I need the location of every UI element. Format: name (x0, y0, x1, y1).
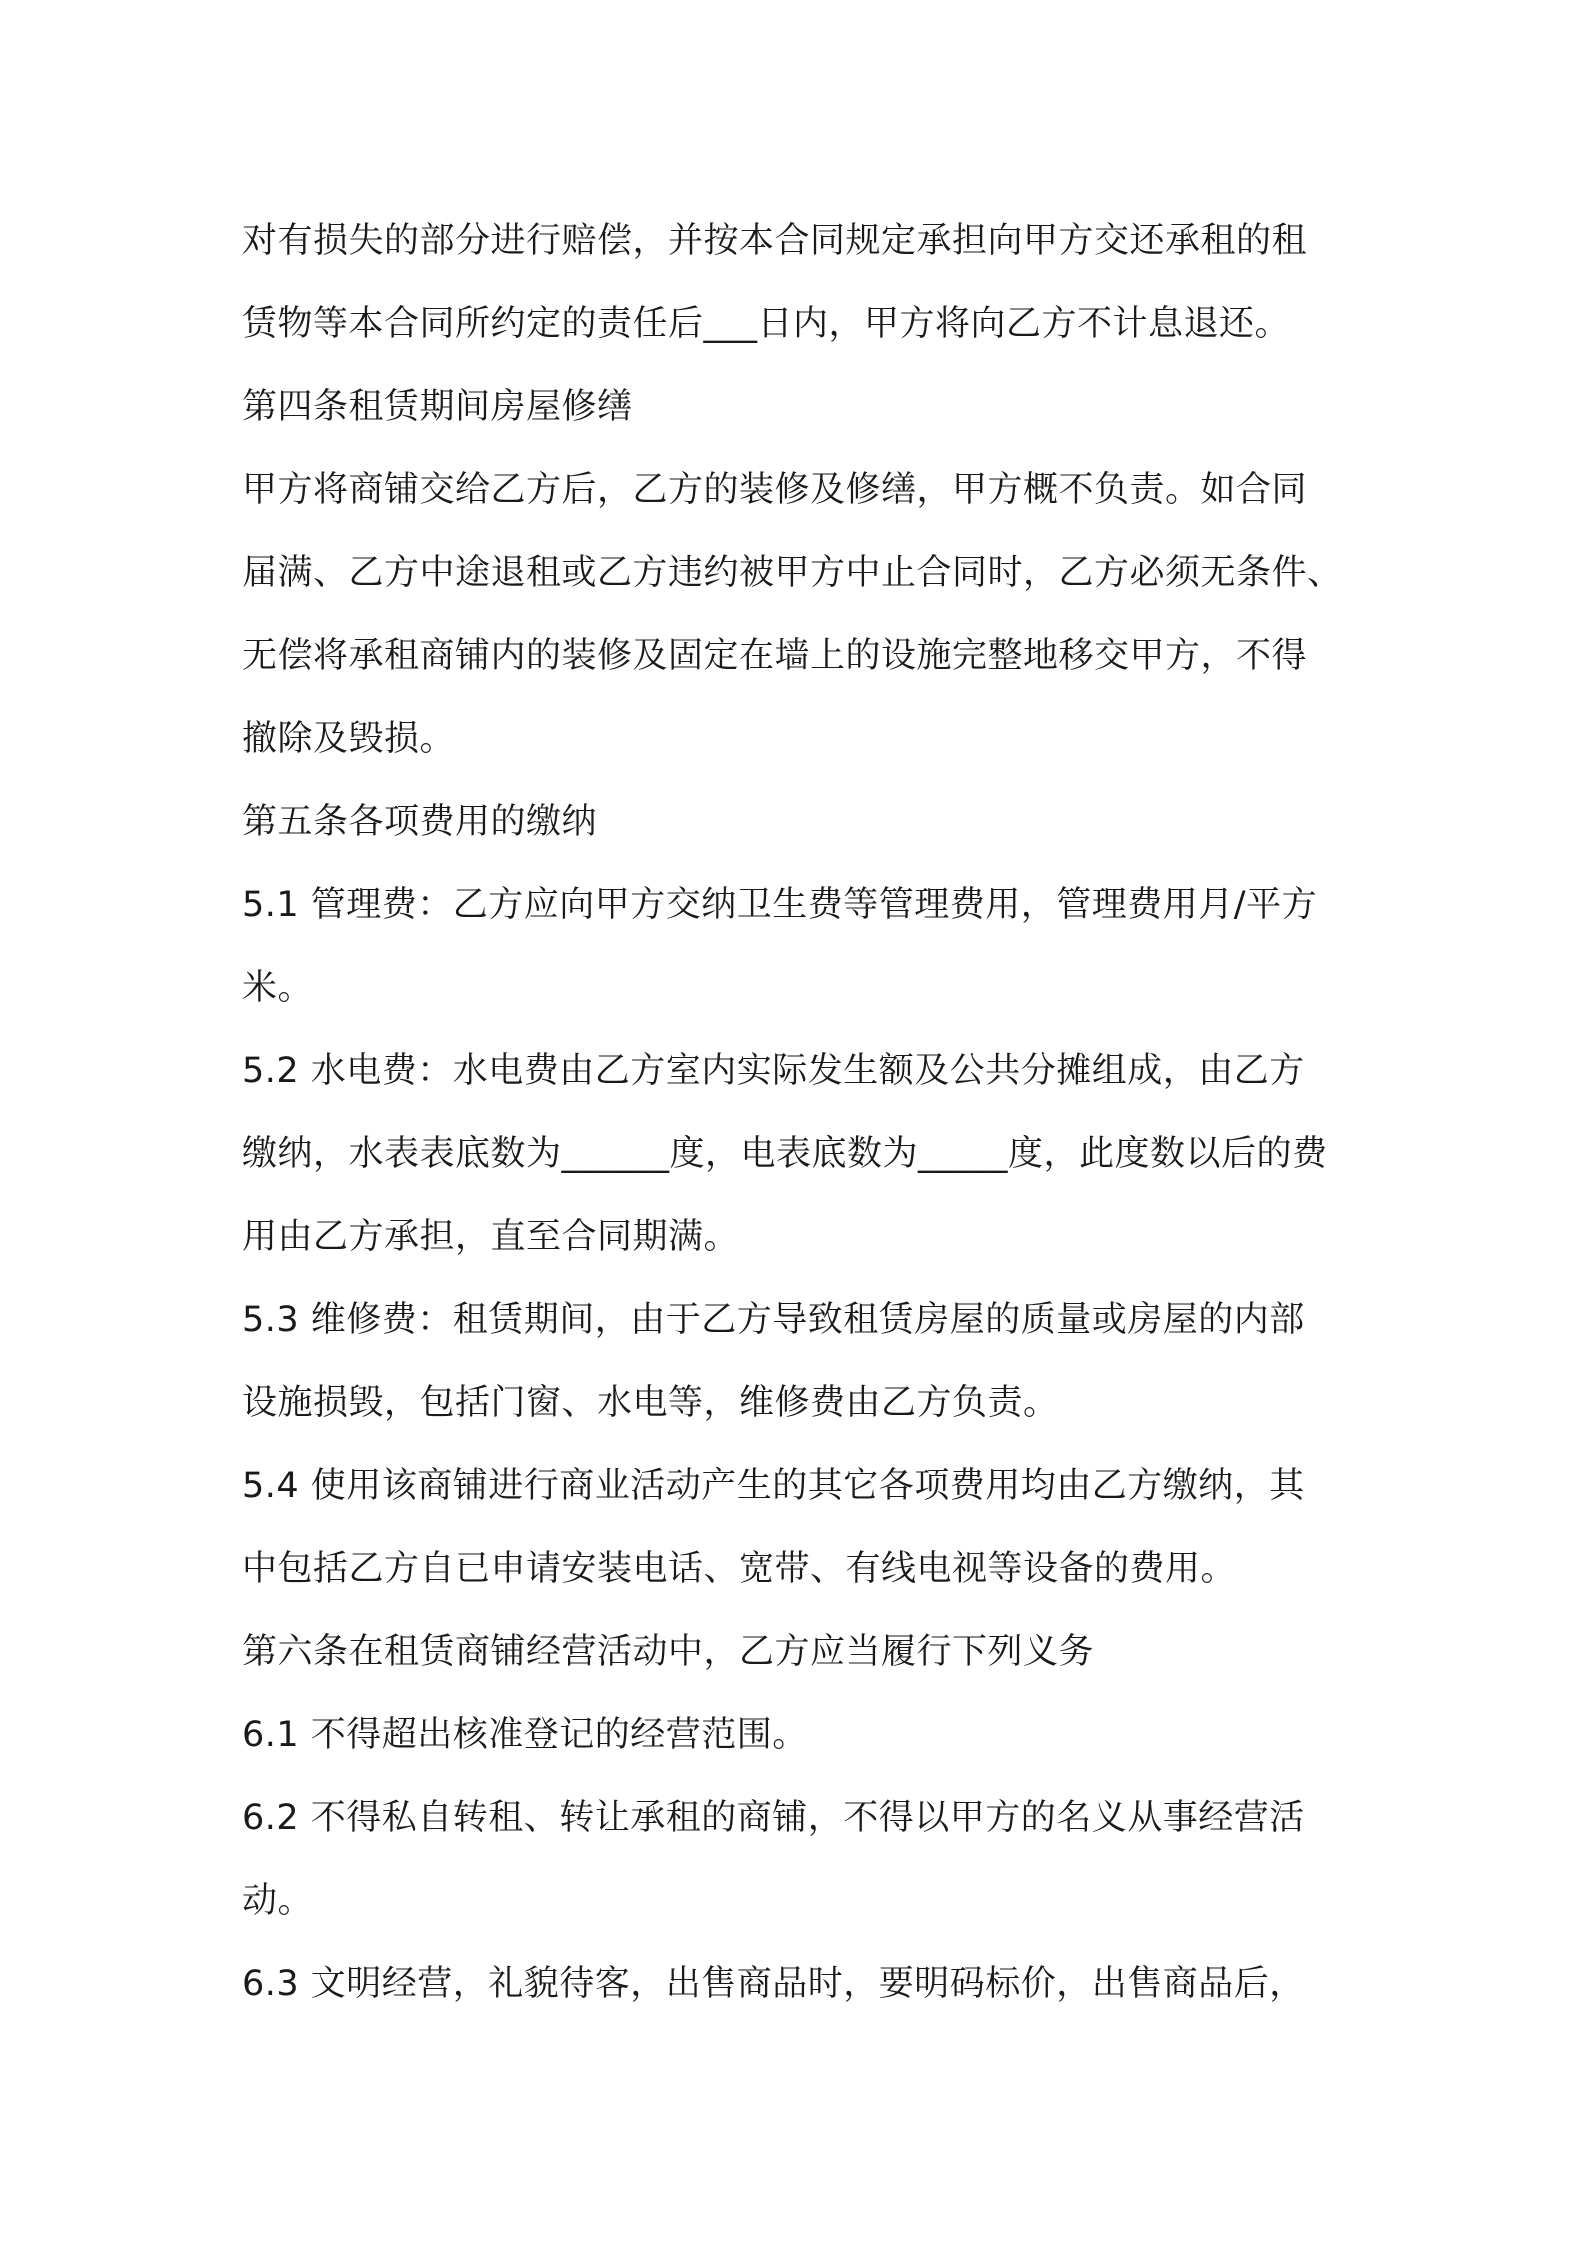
text-line: 甲方将商铺交给乙方后，乙方的装修及修缮，甲方概不负责。如合同 (242, 470, 1308, 510)
text-line: 米。 (242, 968, 314, 1008)
text-line: 5.1 管理费：乙方应向甲方交纳卫生费等管理费用，管理费用月/平方 (242, 885, 1318, 925)
text-line: 5.2 水电费：水电费由乙方室内实际发生额及公共分摊组成，由乙方 (242, 1051, 1305, 1091)
section-heading: 第四条租赁期间房屋修缮 (242, 387, 633, 427)
document-body (242, 200, 1362, 2026)
text-line: 赁物等本合同所约定的责任后___日内，甲方将向乙方不计息退还。 (242, 304, 1291, 344)
text-line: 5.4 使用该商铺进行商业活动产生的其它各项费用均由乙方缴纳，其 (242, 1466, 1305, 1506)
text-line: 动。 (242, 1881, 314, 1921)
text-line: 届满、乙方中途退租或乙方违约被甲方中止合同时，乙方必须无条件、 (242, 553, 1343, 593)
section-heading: 第六条在租赁商铺经营活动中，乙方应当履行下列义务 (242, 1632, 1095, 1672)
text-line: 6.1 不得超出核准登记的经营范围。 (242, 1715, 808, 1755)
text-line: 6.3 文明经营，礼貌待客，出售商品时，要明码标价，出售商品后， (242, 1964, 1305, 2004)
text-line: 无偿将承租商铺内的装修及固定在墙上的设施完整地移交甲方，不得 (242, 636, 1308, 676)
text-line: 5.3 维修费：租赁期间，由于乙方导致租赁房屋的质量或房屋的内部 (242, 1300, 1305, 1340)
text-line: 缴纳，水表表底数为______度，电表底数为_____度，此度数以后的费 (242, 1134, 1328, 1174)
text-line: 设施损毁，包括门窗、水电等，维修费由乙方负责。 (242, 1383, 1059, 1423)
text-line: 撤除及毁损。 (242, 719, 456, 759)
text-line: 对有损失的部分进行赔偿，并按本合同规定承担向甲方交还承租的租 (242, 221, 1308, 261)
section-heading: 第五条各项费用的缴纳 (242, 802, 598, 842)
text-line: 中包括乙方自已申请安装电话、宽带、有线电视等设备的费用。 (242, 1549, 1237, 1589)
text-line: 用由乙方承担，直至合同期满。 (242, 1217, 740, 1257)
text-line: 6.2 不得私自转租、转让承租的商铺，不得以甲方的名义从事经营活 (242, 1798, 1305, 1838)
